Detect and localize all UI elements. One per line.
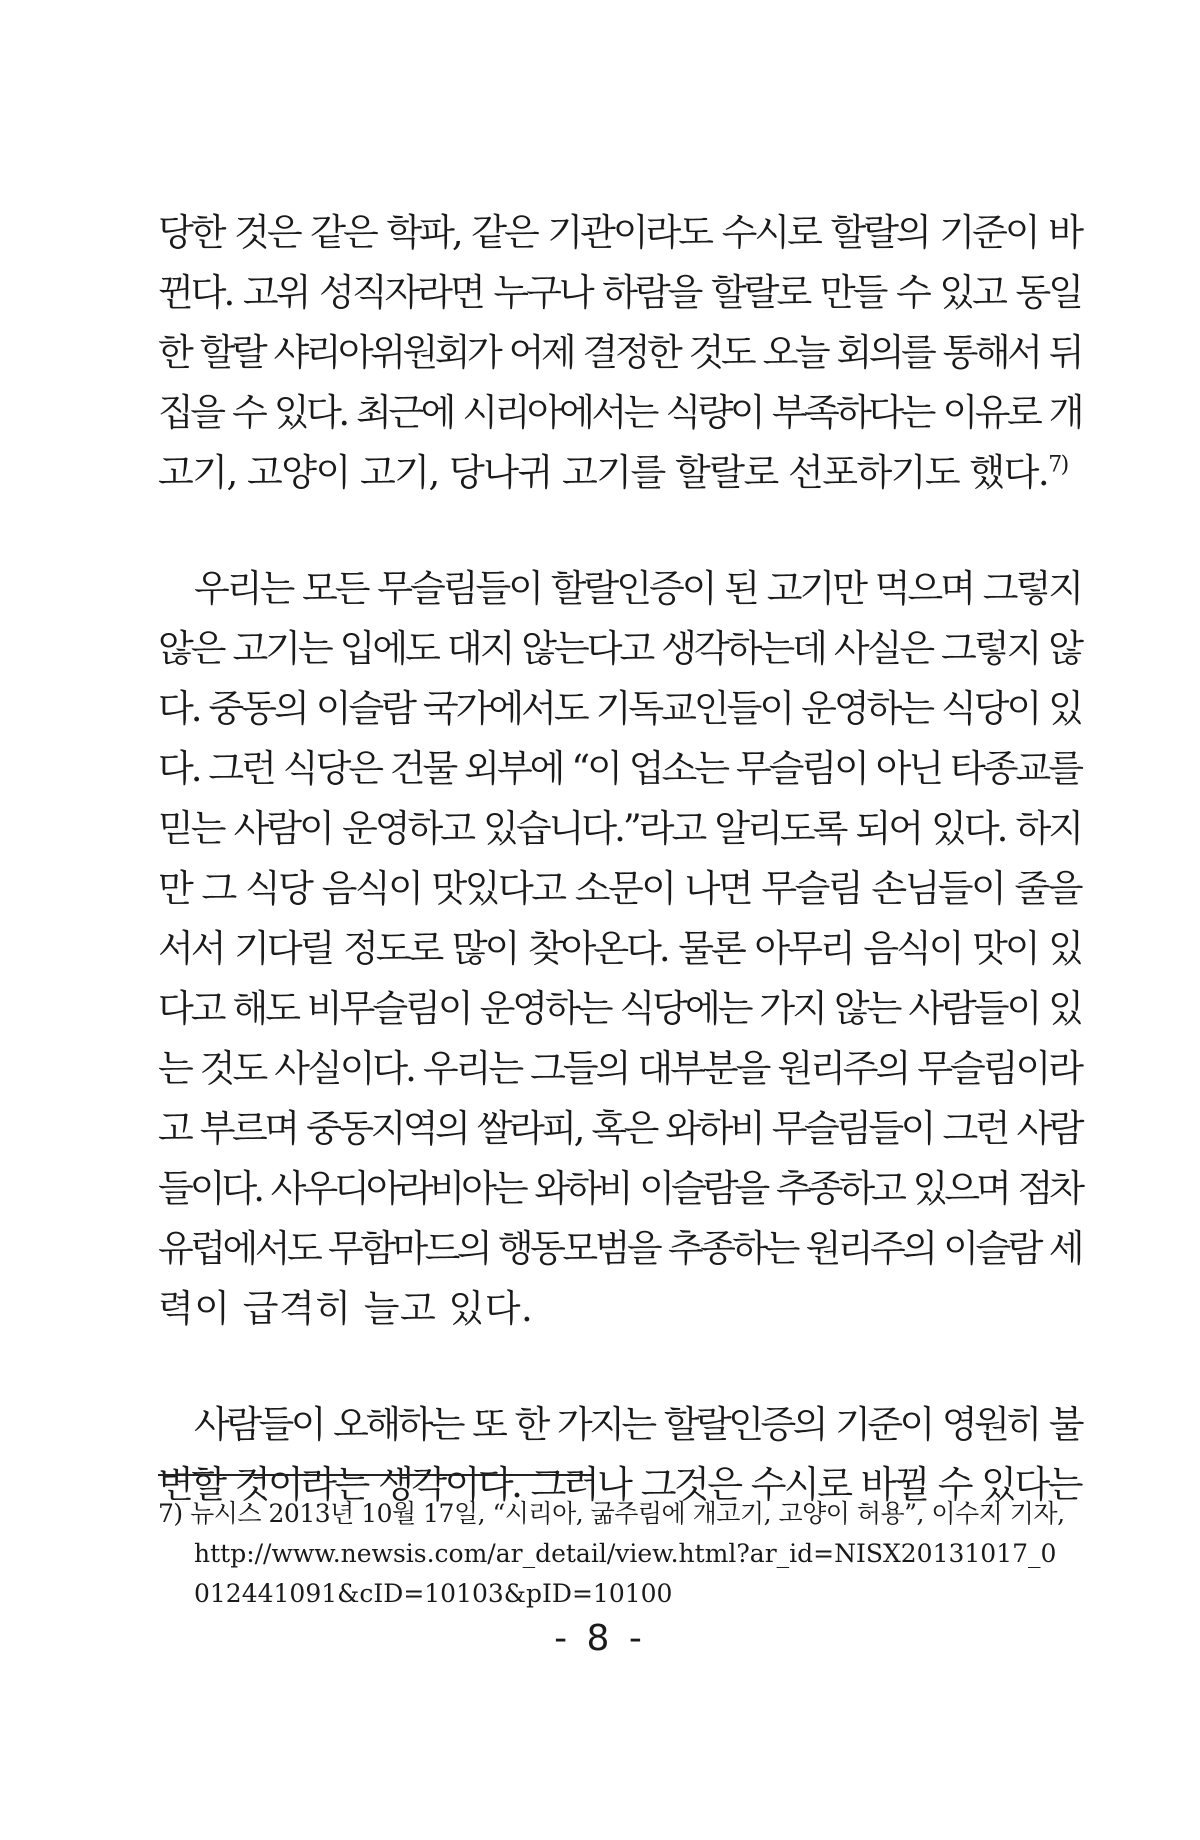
text-line: 다. 그런 식당은 건물 외부에 “이 업소는 무슬림이 아닌 타종교를 [158,747,1081,790]
text-line: 당한 것은 같은 학파, 같은 기관이라도 수시로 할랄의 기준이 바 [158,211,1081,254]
text-line: 변할 것이라는 생각이다. 그러나 그것은 수시로 바뀔 수 있다는 [158,1463,1081,1506]
page-number: - 8 - [554,1618,646,1659]
text-line: 뀐다. 고위 성직자라면 누구나 하람을 할랄로 만들 수 있고 동일 [158,271,1081,314]
text-line: 들이다. 사우디아라비아는 와하비 이슬람을 추종하고 있으며 점차 [158,1167,1081,1210]
text-line: 다고 해도 비무슬림이 운영하는 식당에는 가지 않는 사람들이 있 [158,987,1081,1030]
paragraph-2 [158,559,1081,1339]
text-line: 사람들이 오해하는 또 한 가지는 할랄인증의 기준이 영원히 불 [194,1403,1081,1446]
text-line: 서서 기다릴 정도로 많이 찾아온다. 물론 아무리 음식이 맛이 있 [158,927,1081,970]
footnote-line: 7) 뉴시스 2013년 10월 17일, “시리아, 굶주림에 개고기, 고양이 허용”, 이수지 기자, [158,1499,1065,1528]
text-line: 력이 급격히 늘고 있다. [158,1287,534,1330]
footnote-url-line[interactable]: http://www.newsis.com/ar_detail/view.html?ar_id=NISX20131017_0 [194,1539,1057,1568]
body-text [158,203,1081,1515]
text-line: 우리는 모든 무슬림들이 할랄인증이 된 고기만 먹으며 그렇지 [194,567,1081,610]
text-line: 고기, 고양이 고기, 당나귀 고기를 할랄로 선포하기도 했다. [158,451,1049,494]
text-line: 않은 고기는 입에도 대지 않는다고 생각하는데 사실은 그렇지 않 [158,627,1081,670]
text-line: 믿는 사람이 운영하고 있습니다.”라고 알리도록 되어 있다. 하지 [158,807,1081,850]
text-line: 만 그 식당 음식이 맛있다고 소문이 나면 무슬림 손님들이 줄을 [158,867,1081,910]
text-line: 는 것도 사실이다. 우리는 그들의 대부분을 원리주의 무슬림이라 [158,1047,1081,1090]
text-line: 고 부르며 중동지역의 쌀라피, 혹은 와하비 무슬림들이 그런 사람 [158,1107,1081,1150]
paragraph-gap [158,503,1081,559]
text-line: 집을 수 있다. 최근에 시리아에서는 식량이 부족하다는 이유로 개 [158,391,1081,434]
text-line: 한 할랄 샤리아위원회가 어제 결정한 것도 오늘 회의를 통해서 뒤 [158,331,1081,374]
footnote [158,1494,1081,1614]
paragraph-gap [158,1339,1081,1395]
footnote-reference[interactable]: 7) [1048,452,1068,478]
paragraph-1 [158,203,1081,503]
text-line: 다. 중동의 이슬람 국가에서도 기독교인들이 운영하는 식당이 있 [158,687,1081,730]
footnote-url-line[interactable]: 012441091&cID=10103&pID=10100 [194,1579,673,1608]
text-line-with-footnote [158,443,1081,503]
footnote-divider [158,1474,592,1476]
text-line: 유럽에서도 무함마드의 행동모범을 추종하는 원리주의 이슬람 세 [158,1227,1081,1270]
